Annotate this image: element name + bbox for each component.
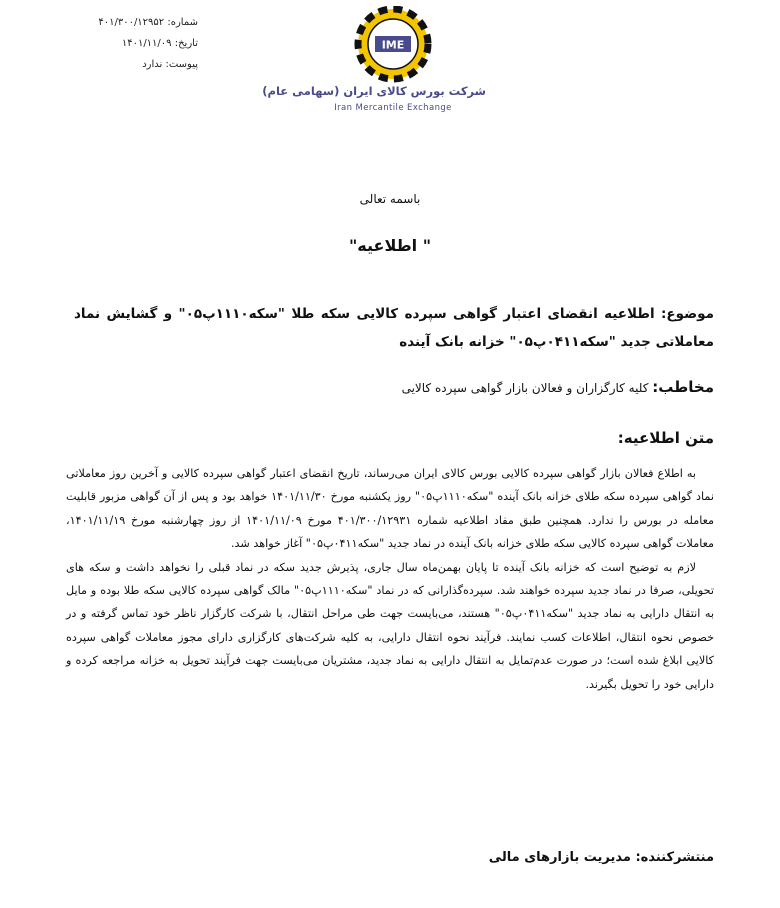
svg-text:IME: IME [381, 38, 405, 52]
audience-text: کلیه کارگزاران و فعالان بازار گواهی سپرده کالایی [401, 381, 649, 395]
ime-emblem-icon [350, 6, 436, 84]
letter-date: تاریخ: ۱۴۰۱/۱۱/۰۹ [121, 38, 198, 49]
company-name-fa: شرکت بورس کالای ایران (سهامی عام) [262, 84, 486, 98]
publisher-line: منتشرکننده: مدیریت بازارهای مالی [488, 850, 714, 865]
subject-line: موضوع: اطلاعیه انقضای اعتبار گواهی سپرده کالایی سکه طلا "سکه۱۱۱۰پ۰۵" و گشایش نماد معاملاتی جدید "سکه۰۴۱۱پ۰۵" خزانه بانک آینده [74, 306, 714, 350]
besmellah: باسمه تعالی [359, 192, 421, 206]
body-label: متن اطلاعیه: [617, 429, 714, 447]
body-paragraph-1: به اطلاع فعالان بازار گواهی سپرده کالایی بورس کالای ایران می‌رساند، تاریخ انقضای اعتبار گواهی سپرده کالایی و آخرین روز معاملاتی نماد گواهی سپرده سکه طلای خزانه بانک آینده "سکه۱۱۱۰پ۰۵" روز یکشنبه مورخ ۱۴۰۱/۱۱/۳۰ خواهد بود و پس از آن گواهی مزبور قابلیت معامله در بورس را ندارد. همچنین طبق مفاد اطلاعیه شماره ۴۰۱/۳۰۰/۱۲۹۳۱ مورخ ۱۴۰۱/۱۱/۰۹ از روز چهارشنبه مورخ ۱۴۰۱/۱۱/۱۹، معاملات گواهی سپرده کالایی سکه طلای خزانه بانک آینده در نماد جدید "سکه۰۴۱۱پ۰۵" آغاز خواهد شد. [66, 467, 715, 551]
audience-label: مخاطب: [652, 378, 714, 396]
ime-logo [262, 6, 486, 122]
letter-number: شماره: ۴۰۱/۳۰۰/۱۲۹۵۲ [98, 17, 198, 28]
letter-meta [78, 12, 198, 75]
announcement-body [66, 462, 714, 696]
audience-line [74, 374, 714, 401]
body-paragraph-2: لازم به توضیح است که خزانه بانک آینده تا پایان بهمن‌ماه سال جاری، پذیرش جدید سکه در نماد قبلی را نخواهد داشت و سکه های تحویلی، صرفا در نماد جدید سپرده خواهند شد. سپرده‌گذارانی که در نماد "سکه۱۱۱۰پ۰۵" مالک گواهی سپرده کالایی سکه طلا بوده و مایل به انتقال دارایی به نماد جدید "سکه۰۴۱۱پ۰۵" هستند، می‌بایست جهت طی مراحل انتقال، با شرکت کارگزار ناظر خود تماس گرفته و در خصوص نحوه انتقال، اطلاعات کسب نمایند. فرآیند نحوه انتقال دارایی، به کلیه شرکت‌های کارگزاری دارای مجوز معاملات گواهی سپرده کالایی ابلاغ شده است؛ در صورت عدم‌تمایل به انتقال دارایی به نماد جدید، مشتریان می‌بایست جهت فرآیند تحویل به خزانه مراجعه کرده و دارایی خود را تحویل بگیرند. [66, 560, 714, 691]
letter-attachment: پیوست: ندارد [142, 59, 198, 70]
page-title: " اطلاعیه" [348, 236, 432, 255]
company-name-en: Iran Mercantile Exchange [334, 103, 452, 113]
